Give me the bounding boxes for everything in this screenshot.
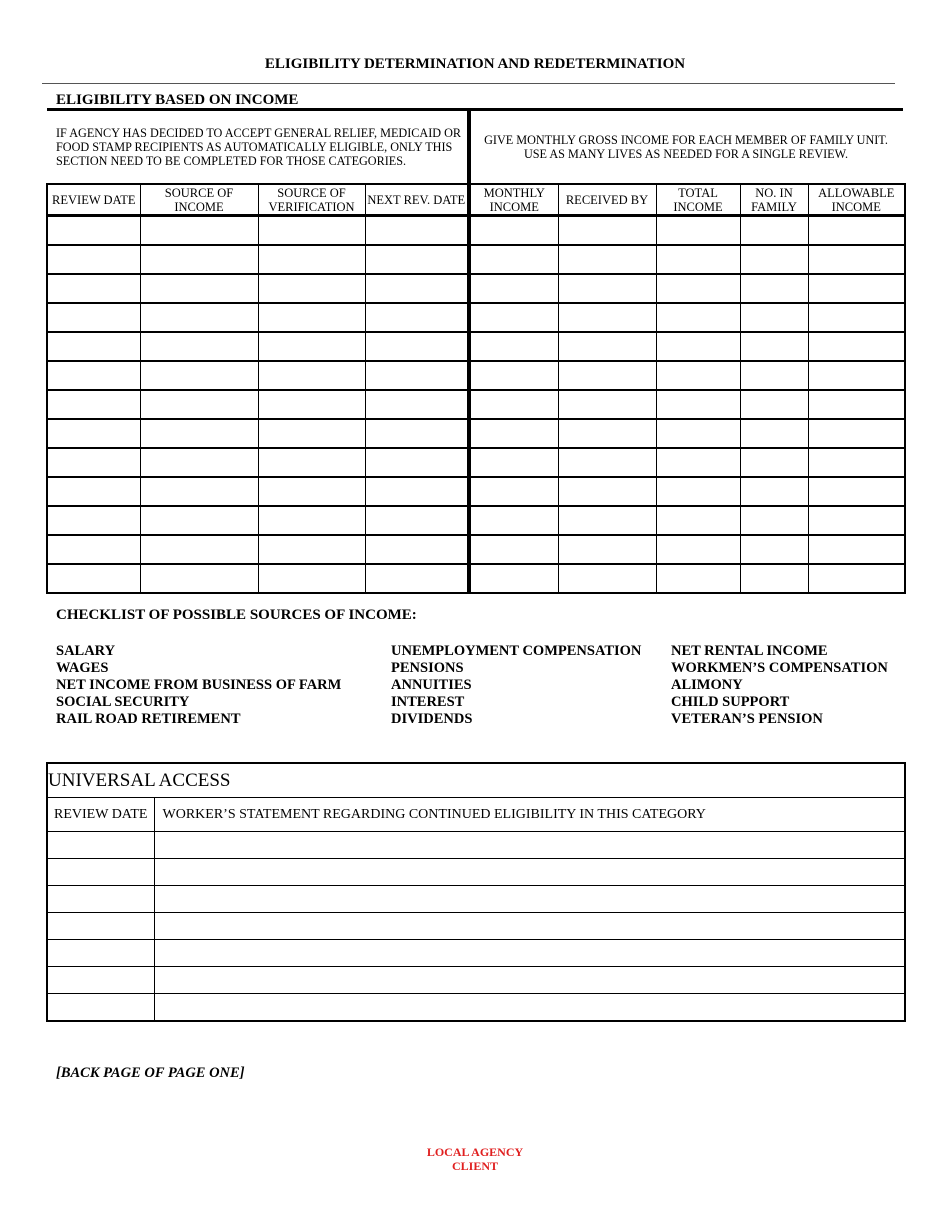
income-cell[interactable] (47, 216, 140, 246)
checklist-column-3 (671, 643, 888, 728)
income-row (47, 448, 905, 477)
worker-statement-cell[interactable] (154, 859, 905, 886)
income-cell[interactable] (558, 216, 656, 246)
income-cell[interactable] (365, 419, 469, 448)
worker-statement-cell[interactable] (154, 940, 905, 967)
income-table (46, 183, 906, 594)
universal-access-table (46, 762, 906, 1022)
income-cell[interactable] (140, 477, 258, 506)
checklist-column-1 (56, 643, 341, 728)
income-cell[interactable] (47, 448, 140, 477)
footer-line-1: LOCAL AGENCY (426, 1145, 524, 1159)
universal-access-row (47, 913, 905, 940)
income-cell[interactable] (140, 361, 258, 390)
income-cell[interactable] (140, 303, 258, 332)
review-date-cell[interactable] (47, 940, 154, 967)
income-cell[interactable] (140, 332, 258, 361)
income-cell[interactable] (558, 506, 656, 535)
checklist-item: UNEMPLOYMENT COMPENSATION (391, 643, 642, 659)
income-cell[interactable] (140, 216, 258, 246)
income-cell[interactable] (47, 564, 140, 593)
checklist-item: VETERAN’S PENSION (671, 711, 823, 727)
income-cell[interactable] (469, 245, 558, 274)
income-cell[interactable] (740, 419, 808, 448)
income-cell[interactable] (258, 303, 365, 332)
col-header: REVIEW DATE (47, 184, 140, 216)
checklist-item: WORKMEN’S COMPENSATION (671, 660, 888, 676)
income-cell[interactable] (365, 245, 469, 274)
review-date-cell[interactable] (47, 859, 154, 886)
income-cell[interactable] (808, 506, 905, 535)
income-cell[interactable] (469, 535, 558, 564)
income-row (47, 245, 905, 274)
title-divider (42, 83, 895, 84)
income-cell[interactable] (365, 216, 469, 246)
income-row (47, 274, 905, 303)
income-cell[interactable] (808, 419, 905, 448)
income-cell[interactable] (740, 303, 808, 332)
income-cell[interactable] (140, 390, 258, 419)
income-row (47, 535, 905, 564)
checklist-heading: CHECKLIST OF POSSIBLE SOURCES OF INCOME: (56, 607, 417, 623)
income-cell[interactable] (47, 535, 140, 564)
footer-line-2: CLIENT (451, 1159, 498, 1173)
checklist-item: PENSIONS (391, 660, 464, 676)
income-cell[interactable] (558, 303, 656, 332)
worker-statement-cell[interactable] (154, 886, 905, 913)
review-date-cell[interactable] (47, 967, 154, 994)
income-cell[interactable] (558, 274, 656, 303)
checklist-item: ALIMONY (671, 677, 743, 693)
income-cell[interactable] (365, 477, 469, 506)
income-cell[interactable] (365, 506, 469, 535)
heading-rest: NIVERSAL ACCESS (61, 769, 231, 791)
income-cell[interactable] (365, 361, 469, 390)
worker-statement-cell[interactable] (154, 967, 905, 994)
checklist-item: DIVIDENDS (391, 711, 473, 727)
income-cell[interactable] (740, 477, 808, 506)
income-cell[interactable] (258, 245, 365, 274)
income-cell[interactable] (808, 303, 905, 332)
income-cell[interactable] (140, 535, 258, 564)
income-row (47, 506, 905, 535)
income-row (47, 390, 905, 419)
income-cell[interactable] (656, 419, 740, 448)
income-cell[interactable] (365, 564, 469, 593)
income-cell[interactable] (365, 332, 469, 361)
income-cell[interactable] (47, 477, 140, 506)
income-cell[interactable] (808, 274, 905, 303)
income-table-header (47, 184, 905, 216)
income-cell[interactable] (808, 332, 905, 361)
income-row (47, 216, 905, 246)
left-instruction: IF AGENCY HAS DECIDED TO ACCEPT GENERAL RELIEF, MEDICAID OR FOOD STAMP RECIPIENTS AS AUTOMATICALLY ELIGIBLE, ONLY THIS SECTION NEED TO BE COMPLETED FOR THOSE CATEGORIES. (56, 126, 462, 168)
universal-access-header-row (47, 798, 905, 832)
income-cell[interactable] (740, 390, 808, 419)
income-cell[interactable] (140, 448, 258, 477)
income-cell[interactable] (656, 390, 740, 419)
worker-statement-cell[interactable] (154, 913, 905, 940)
checklist-item: NET INCOME FROM BUSINESS OF FARM (56, 677, 342, 693)
income-cell[interactable] (258, 361, 365, 390)
income-cell[interactable] (365, 390, 469, 419)
heading-initial: U (48, 769, 62, 791)
income-cell[interactable] (808, 216, 905, 246)
col-header: ALLOWABLE INCOME (808, 184, 905, 216)
income-cell[interactable] (258, 332, 365, 361)
income-row (47, 332, 905, 361)
income-cell[interactable] (808, 390, 905, 419)
income-row (47, 419, 905, 448)
col-header: RECEIVED BY (558, 184, 656, 216)
income-table-body (47, 216, 905, 594)
review-date-header: REVIEW DATE (47, 798, 154, 832)
income-cell[interactable] (558, 448, 656, 477)
income-cell[interactable] (469, 274, 558, 303)
income-cell[interactable] (656, 303, 740, 332)
universal-access-heading (47, 763, 905, 798)
income-section-rule (47, 108, 903, 111)
income-cell[interactable] (47, 390, 140, 419)
income-cell[interactable] (469, 506, 558, 535)
income-cell[interactable] (808, 477, 905, 506)
universal-access-row (47, 832, 905, 859)
universal-access-row (47, 886, 905, 913)
income-section-heading: ELIGIBILITY BASED ON INCOME (56, 92, 299, 108)
income-cell[interactable] (808, 245, 905, 274)
col-header: SOURCE OF VERIFICATION (258, 184, 365, 216)
review-date-cell[interactable] (47, 886, 154, 913)
income-cell[interactable] (808, 361, 905, 390)
income-cell[interactable] (656, 506, 740, 535)
back-page-note: [BACK PAGE OF PAGE ONE] (56, 1065, 245, 1081)
income-cell[interactable] (469, 477, 558, 506)
checklist-item: ANNUITIES (391, 677, 472, 693)
income-cell[interactable] (808, 564, 905, 593)
income-row (47, 361, 905, 390)
income-cell[interactable] (47, 332, 140, 361)
income-cell[interactable] (47, 245, 140, 274)
income-cell[interactable] (656, 477, 740, 506)
instruction-divider (467, 110, 471, 184)
income-cell[interactable] (469, 564, 558, 593)
col-header: SOURCE OF INCOME (140, 184, 258, 216)
income-cell[interactable] (469, 361, 558, 390)
income-cell[interactable] (558, 419, 656, 448)
income-cell[interactable] (558, 535, 656, 564)
income-row (47, 564, 905, 593)
income-cell[interactable] (656, 216, 740, 246)
income-cell[interactable] (656, 274, 740, 303)
worker-statement-cell[interactable] (154, 832, 905, 859)
income-cell[interactable] (47, 303, 140, 332)
col-header: NEXT REV. DATE (365, 184, 469, 216)
income-cell[interactable] (47, 419, 140, 448)
income-cell[interactable] (365, 448, 469, 477)
income-cell[interactable] (469, 303, 558, 332)
review-date-cell[interactable] (47, 913, 154, 940)
footer-copy-label (0, 1145, 950, 1173)
income-cell[interactable] (258, 419, 365, 448)
col-header: MONTHLY INCOME (469, 184, 558, 216)
income-cell[interactable] (258, 564, 365, 593)
income-cell[interactable] (656, 564, 740, 593)
income-cell[interactable] (258, 506, 365, 535)
form-title: ELIGIBILITY DETERMINATION AND REDETERMINATION (264, 56, 686, 72)
universal-access-row (47, 994, 905, 1022)
income-cell[interactable] (469, 332, 558, 361)
income-row (47, 477, 905, 506)
review-date-cell[interactable] (47, 994, 154, 1022)
checklist-item: SALARY (56, 643, 116, 659)
checklist-item: INTEREST (391, 694, 465, 710)
income-cell[interactable] (558, 564, 656, 593)
col-header: TOTAL INCOME (656, 184, 740, 216)
income-cell[interactable] (558, 361, 656, 390)
worker-statement-cell[interactable] (154, 994, 905, 1022)
income-cell[interactable] (258, 216, 365, 246)
income-cell[interactable] (656, 245, 740, 274)
universal-access-row (47, 859, 905, 886)
income-cell[interactable] (469, 419, 558, 448)
checklist-column-2 (391, 643, 641, 728)
checklist-item: SOCIAL SECURITY (56, 694, 190, 710)
income-cell[interactable] (740, 361, 808, 390)
income-cell[interactable] (140, 419, 258, 448)
income-cell[interactable] (558, 332, 656, 361)
income-cell[interactable] (140, 245, 258, 274)
income-cell[interactable] (656, 361, 740, 390)
income-cell[interactable] (740, 245, 808, 274)
income-cell[interactable] (469, 216, 558, 246)
income-cell[interactable] (558, 477, 656, 506)
income-cell[interactable] (656, 448, 740, 477)
income-cell[interactable] (47, 361, 140, 390)
income-cell[interactable] (258, 274, 365, 303)
income-cell[interactable] (558, 390, 656, 419)
income-cell[interactable] (740, 564, 808, 593)
income-cell[interactable] (365, 274, 469, 303)
income-cell[interactable] (469, 448, 558, 477)
income-cell[interactable] (656, 535, 740, 564)
universal-access-row (47, 967, 905, 994)
income-cell[interactable] (258, 535, 365, 564)
income-cell[interactable] (656, 332, 740, 361)
checklist-item: CHILD SUPPORT (671, 694, 790, 710)
income-cell[interactable] (740, 332, 808, 361)
checklist-item: RAIL ROAD RETIREMENT (56, 711, 241, 727)
worker-statement-header: WORKER’S STATEMENT REGARDING CONTINUED ELIGIBILITY IN THIS CATEGORY (154, 798, 905, 832)
income-cell[interactable] (258, 390, 365, 419)
income-cell[interactable] (740, 506, 808, 535)
right-instruction: GIVE MONTHLY GROSS INCOME FOR EACH MEMBER OF FAMILY UNIT. USE AS MANY LIVES AS NEEDED FOR A SINGLE REVIEW. (484, 133, 888, 161)
universal-access-row (47, 940, 905, 967)
review-date-cell[interactable] (47, 832, 154, 859)
income-cell[interactable] (740, 216, 808, 246)
income-cell[interactable] (365, 535, 469, 564)
income-row (47, 303, 905, 332)
income-cell[interactable] (365, 303, 469, 332)
income-cell[interactable] (469, 390, 558, 419)
income-cell[interactable] (47, 274, 140, 303)
income-cell[interactable] (808, 448, 905, 477)
checklist-item: NET RENTAL INCOME (671, 643, 828, 659)
income-cell[interactable] (558, 245, 656, 274)
income-cell[interactable] (140, 274, 258, 303)
universal-access-title-row (47, 763, 905, 798)
income-cell[interactable] (258, 477, 365, 506)
income-cell[interactable] (47, 506, 140, 535)
income-cell[interactable] (740, 274, 808, 303)
income-cell[interactable] (140, 564, 258, 593)
col-header: NO. IN FAMILY (740, 184, 808, 216)
income-cell[interactable] (740, 448, 808, 477)
income-cell[interactable] (140, 506, 258, 535)
income-cell[interactable] (740, 535, 808, 564)
income-cell[interactable] (258, 448, 365, 477)
checklist-item: WAGES (56, 660, 109, 676)
income-cell[interactable] (808, 535, 905, 564)
